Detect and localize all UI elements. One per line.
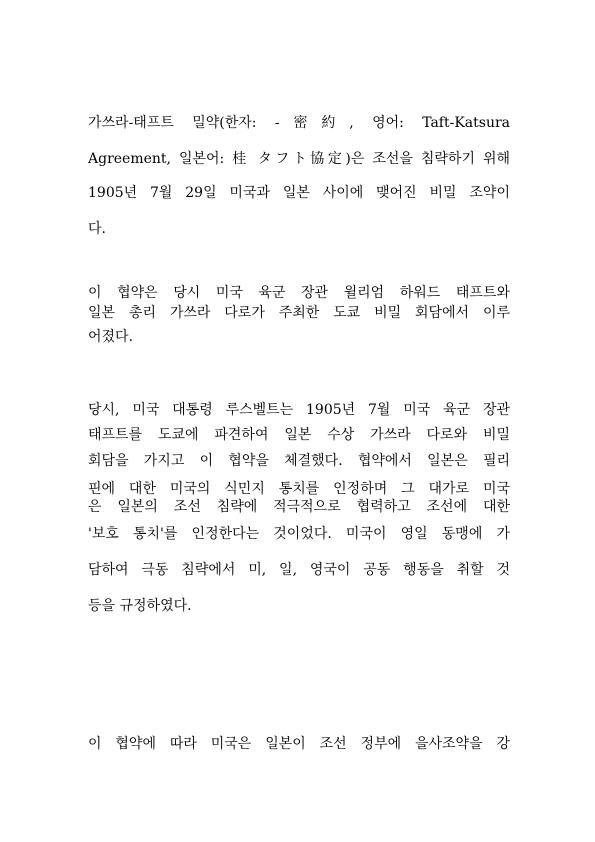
paragraph-1-line-1: 가쓰라-태프트 밀약(한자: -密約, 영어: Taft-Katsura [88,115,510,131]
paragraph-1-line-3: 1905년 7월 29일 미국과 일본 사이에 맺어진 비밀 조약이 [88,185,510,201]
paragraph-3-line-5: 은 일본의 조선 침략에 적극적으로 협력하고 조선에 대한 [88,499,510,515]
paragraph-3-line-1: 당시, 미국 대통령 루스벨트는 1905년 7월 미국 육군 장관 [88,402,510,418]
paragraph-3-line-7: 담하여 극동 침략에서 미, 일, 영국이 공동 행동을 취할 것 [88,562,510,578]
paragraph-1-line-4: 다. [88,221,106,237]
paragraph-2-line-2: 일본 총리 가쓰라 다로가 주최한 도쿄 비밀 회담에서 이루 [88,305,510,321]
paragraph-4-line-1: 이 협약에 따라 미국은 일본이 조선 정부에 을사조약을 강 [88,736,510,752]
paragraph-3-line-8: 등을 규정하였다. [88,598,192,614]
paragraph-3-line-3: 회담을 가지고 이 협약을 체결했다. 협약에서 일본은 필리 [88,453,510,469]
paragraph-2-line-3: 어졌다. [88,329,134,345]
paragraph-2-line-1: 이 협약은 당시 미국 육군 장관 윌리엄 하워드 태프트와 [88,285,510,301]
paragraph-3-line-4: 핀에 대한 미국의 식민지 통치를 인정하며 그 대가로 미국 [88,481,510,497]
paragraph-3-line-2: 태프트를 도쿄에 파견하여 일본 수상 가쓰라 다로와 비밀 [88,427,510,443]
paragraph-1-line-2: Agreement, 일본어: 桂 タフト協定)은 조선을 침략하기 위해 [88,151,510,167]
paragraph-3-line-6: '보호 통치'를 인정한다는 것이었다. 미국이 영일 동맹에 가 [88,526,510,542]
